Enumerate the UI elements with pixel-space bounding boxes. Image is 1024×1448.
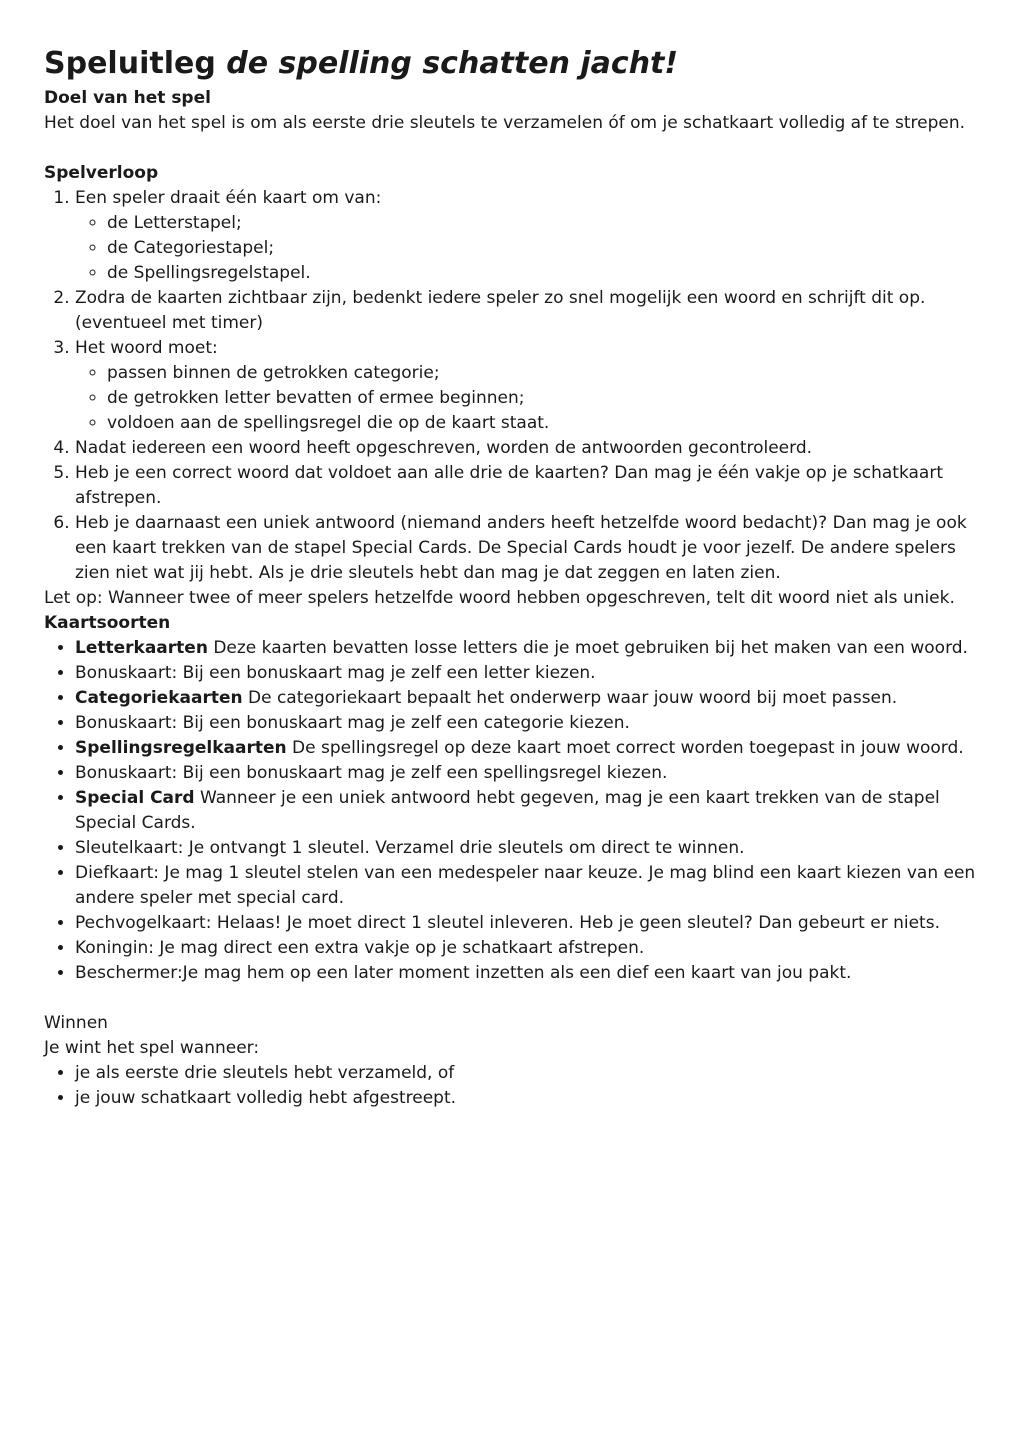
card-item	[75, 761, 980, 786]
winnen-heading: Winnen	[44, 1013, 108, 1033]
spelverloop-steps	[44, 186, 980, 586]
step-item: 5. Heb je een correct woord dat voldoet aan alle drie de kaarten? Dan mag je één vakje op je schatkaart afstrepen.	[75, 461, 980, 511]
sub-item: ◦ de getrokken letter bevatten of ermee beginnen;	[107, 386, 980, 411]
card-item	[75, 636, 980, 661]
spacer	[44, 136, 980, 161]
spelverloop-note: Let op: Wanneer twee of meer spelers hetzelfde woord hebben opgeschreven, telt dit woord niet als uniek.	[44, 588, 955, 608]
sub-item: ◦ de Categoriestapel;	[107, 236, 980, 261]
step-item	[75, 186, 980, 286]
card-item	[75, 861, 980, 911]
winnen-intro: Je wint het spel wanneer:	[44, 1038, 260, 1058]
card-description: Beschermer:Je mag hem op een later moment inzetten als een dief een kaart van jou pakt.	[75, 963, 852, 983]
card-item	[75, 786, 980, 836]
win-condition: • je jouw schatkaart volledig hebt afgestreept.	[75, 1086, 980, 1111]
sub-item: ◦ passen binnen de getrokken categorie;	[107, 361, 980, 386]
kaartsoorten-heading: Kaartsoorten	[44, 613, 171, 633]
title-main: Speluitleg	[44, 46, 227, 81]
title-italic: de spelling schatten jacht!	[226, 46, 679, 81]
card-description: Koningin: Je mag direct een extra vakje op je schatkaart afstrepen.	[75, 938, 645, 958]
step1-sublist	[75, 211, 980, 286]
card-item	[75, 736, 980, 761]
step-text: Een speler draait één kaart om van:	[75, 188, 382, 208]
sub-item: ◦ de Letterstapel;	[107, 211, 980, 236]
kaartsoorten-list	[44, 636, 980, 986]
card-item	[75, 836, 980, 861]
card-item	[75, 686, 980, 711]
card-item	[75, 961, 980, 986]
card-description: Sleutelkaart: Je ontvangt 1 sleutel. Verzamel drie sleutels om direct te winnen.	[75, 838, 745, 858]
step-item: 6. Heb je daarnaast een uniek antwoord (niemand anders heeft hetzelfde woord bedacht)? Dan mag je ook een kaart trekken van de stapel Special Cards. De Special Cards houdt je voor jezelf. De andere spelers zien niet wat jij hebt. Als je drie sleutels hebt dan mag je dat zeggen en laten zien.	[75, 511, 980, 586]
step-item	[75, 336, 980, 436]
card-name: Categoriekaarten	[75, 688, 243, 708]
card-description: Bonuskaart: Bij een bonuskaart mag je zelf een spellingsregel kiezen.	[75, 763, 668, 783]
card-item	[75, 911, 980, 936]
card-description: De categoriekaart bepaalt het onderwerp waar jouw woord bij moet passen.	[242, 688, 898, 708]
win-condition: • je als eerste drie sleutels hebt verzameld, of	[75, 1061, 980, 1086]
spacer	[44, 986, 980, 1011]
document-body	[44, 86, 980, 1111]
card-description: Wanneer je een uniek antwoord hebt gegeven, mag je een kaart trekken van de stapel Special Cards.	[75, 788, 940, 833]
card-name: Special Card	[75, 788, 195, 808]
card-description: Bonuskaart: Bij een bonuskaart mag je zelf een letter kiezen.	[75, 663, 596, 683]
card-item	[75, 661, 980, 686]
card-description: Deze kaarten bevatten losse letters die je moet gebruiken bij het maken van een woord.	[207, 638, 968, 658]
spelverloop-heading: Spelverloop	[44, 163, 159, 183]
doel-heading: Doel van het spel	[44, 88, 211, 108]
card-item	[75, 936, 980, 961]
step-item: 2. Zodra de kaarten zichtbaar zijn, bedenkt iedere speler zo snel mogelijk een woord en schrijft dit op. (eventueel met timer)	[75, 286, 980, 336]
step-text: Het woord moet:	[75, 338, 218, 358]
sub-item: ◦ voldoen aan de spellingsregel die op de kaart staat.	[107, 411, 980, 436]
page-title	[44, 44, 980, 84]
card-description: Diefkaart: Je mag 1 sleutel stelen van een medespeler naar keuze. Je mag blind een kaart kiezen van een andere speler met special card.	[75, 863, 976, 908]
card-description: Bonuskaart: Bij een bonuskaart mag je zelf een categorie kiezen.	[75, 713, 630, 733]
sub-item: ◦ de Spellingsregelstapel.	[107, 261, 980, 286]
doel-text: Het doel van het spel is om als eerste drie sleutels te verzamelen óf om je schatkaart volledig af te strepen.	[44, 113, 966, 133]
card-name: Spellingsregelkaarten	[75, 738, 287, 758]
card-description: De spellingsregel op deze kaart moet correct worden toegepast in jouw woord.	[286, 738, 964, 758]
step3-sublist	[75, 361, 980, 436]
winnen-list	[44, 1061, 980, 1111]
card-item	[75, 711, 980, 736]
card-description: Pechvogelkaart: Helaas! Je moet direct 1 sleutel inleveren. Heb je geen sleutel? Dan gebeurt er niets.	[75, 913, 940, 933]
step-item: 4. Nadat iedereen een woord heeft opgeschreven, worden de antwoorden gecontroleerd.	[75, 436, 980, 461]
card-name: Letterkaarten	[75, 638, 208, 658]
